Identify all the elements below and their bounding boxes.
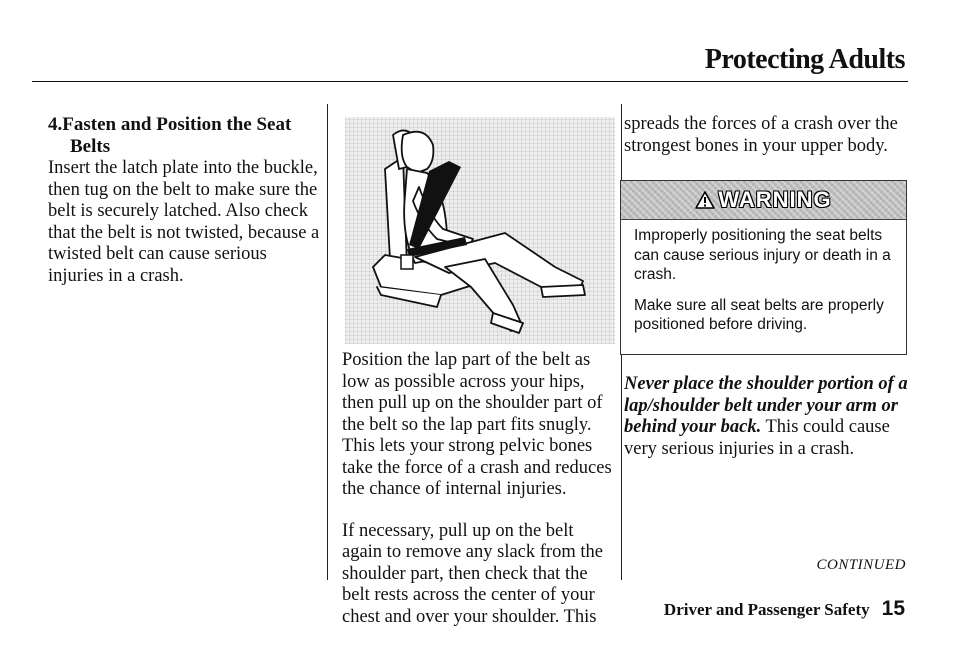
seat-belt-illustration: [345, 117, 615, 344]
step-heading-line2: Belts: [70, 136, 111, 157]
step-heading-line1: Fasten and Position the Seat: [62, 114, 292, 135]
paragraph-lap-belt: Position the lap part of the belt as low as possible across your hips, then pull up on the shoulder part of the belt so the lap part fits snugly. This lets your strong pelvic bones take the force of a crash and reduces the chance of internal injuries.: [342, 350, 612, 499]
instructions-column: [48, 114, 323, 287]
right-column: [622, 114, 912, 157]
warning-banner: [621, 181, 906, 220]
warning-text-1: Improperly positioning the seat belts can cause serious injury or death in a crash.: [634, 227, 891, 283]
header-rule: [32, 81, 908, 82]
step-body: Insert the latch plate into the buckle, then tug on the belt to make sure the belt is securely latched. Also check that the belt is not twisted, because a twisted belt can cause serious injuries in a crash.: [48, 158, 320, 286]
warning-text-2: Make sure all seat belts are properly positioned before driving.: [634, 296, 884, 333]
caution-emphasis: Never place the shoulder portion of a lap/shoulder belt under your arm or behind your back.: [624, 374, 908, 437]
page-title: Protecting Adults: [704, 44, 905, 75]
page-number: 15: [881, 597, 905, 620]
footer-section-title: Driver and Passenger Safety: [663, 600, 870, 619]
warning-box: [620, 180, 907, 355]
middle-column: [342, 350, 618, 628]
warning-text: [621, 220, 906, 335]
warning-label-text: WARNING: [718, 187, 832, 212]
caution-paragraph: [622, 374, 912, 460]
caution-text: [624, 374, 912, 460]
caution-rest: This could cause very serious injuries in a crash.: [624, 417, 890, 459]
warning-label: [695, 187, 831, 213]
page-footer: [664, 597, 905, 621]
step-heading: [48, 114, 323, 158]
paragraph-remove-slack: If necessary, pull up on the belt again to remove any slack from the shoulder part, then check that the belt rests across the center of your chest and over your shoulder. This: [342, 520, 603, 627]
column-divider-left: [327, 104, 328, 580]
paragraph-spreads-forces: spreads the forces of a crash over the strongest bones in your upper body.: [624, 114, 898, 156]
continued-label: CONTINUED: [816, 557, 906, 573]
step-number: 4.: [48, 114, 63, 135]
warning-triangle-icon: [695, 191, 715, 209]
seated-person-icon: [345, 117, 615, 344]
